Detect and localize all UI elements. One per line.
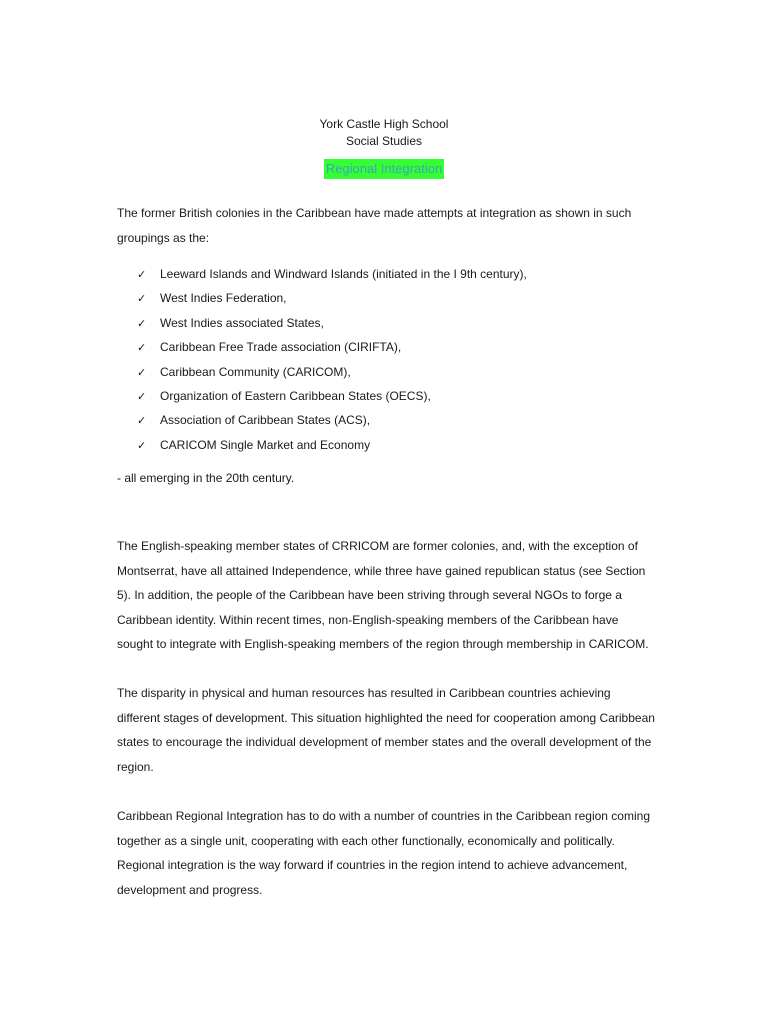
body-paragraph-1: The English-speaking member states of CRRICOM are former colonies, and, with the exception of Montserrat, have all attained Independence, while three have gained republican status (see Section 5). In addition, the people of the Caribbean have been striving through several NGOs to forge a Caribbean identity. Within recent times, non-English-speaking members of the Caribbean have sought to integrate with English-speaking members of the region through membership in CARICOM. [117, 539, 649, 651]
checkmark-icon: ✓ [137, 293, 147, 306]
list-item: ✓ CARICOM Single Market and Economy [137, 433, 527, 457]
checkmark-icon: ✓ [137, 269, 147, 281]
list-item: ✓ Association of Caribbean States (ACS), [137, 408, 527, 432]
list-item: ✓ Caribbean Community (CARICOM), [137, 360, 527, 384]
checkmark-icon: ✓ [137, 439, 147, 452]
title-wrap [0, 159, 768, 179]
list-item: ✓ West Indies Federation, [137, 286, 527, 310]
body-paragraph-2: The disparity in physical and human resources has resulted in Caribbean countries achieving different stages of development. This situation highlighted the need for cooperation among Caribbean states to encourage the individual development of member states and the overall development of the region. [117, 686, 655, 774]
checkmark-icon: ✓ [137, 317, 147, 330]
subject-name: Social Studies [345, 134, 423, 148]
checkmark-icon: ✓ [137, 366, 147, 379]
list-item: ✓ Caribbean Free Trade association (CIRIFTA), [137, 335, 527, 359]
groupings-list [137, 262, 527, 457]
list-item: ✓ Organization of Eastern Caribbean States (OECS), [137, 384, 527, 408]
after-list-note: - all emerging in the 20th century. [117, 471, 295, 485]
document-title: Regional Integration [324, 159, 444, 179]
list-item: ✓ Leeward Islands and Windward Islands (initiated in the I 9th century), [137, 262, 527, 286]
document-header [0, 116, 768, 150]
body-paragraph-3: Caribbean Regional Integration has to do with a number of countries in the Caribbean region coming together as a single unit, cooperating with each other functionally, economically and politically. Regional integration is the way forward if countries in the region intend to achieve advancement, development and progress. [117, 809, 650, 897]
list-item: ✓ West Indies associated States, [137, 311, 527, 335]
checkmark-icon: ✓ [137, 390, 147, 403]
checkmark-icon: ✓ [137, 415, 147, 428]
intro-paragraph: The former British colonies in the Caribbean have made attempts at integration as shown in such groupings as the: [117, 206, 632, 245]
checkmark-icon: ✓ [137, 342, 147, 355]
school-name: York Castle High School [319, 117, 449, 131]
